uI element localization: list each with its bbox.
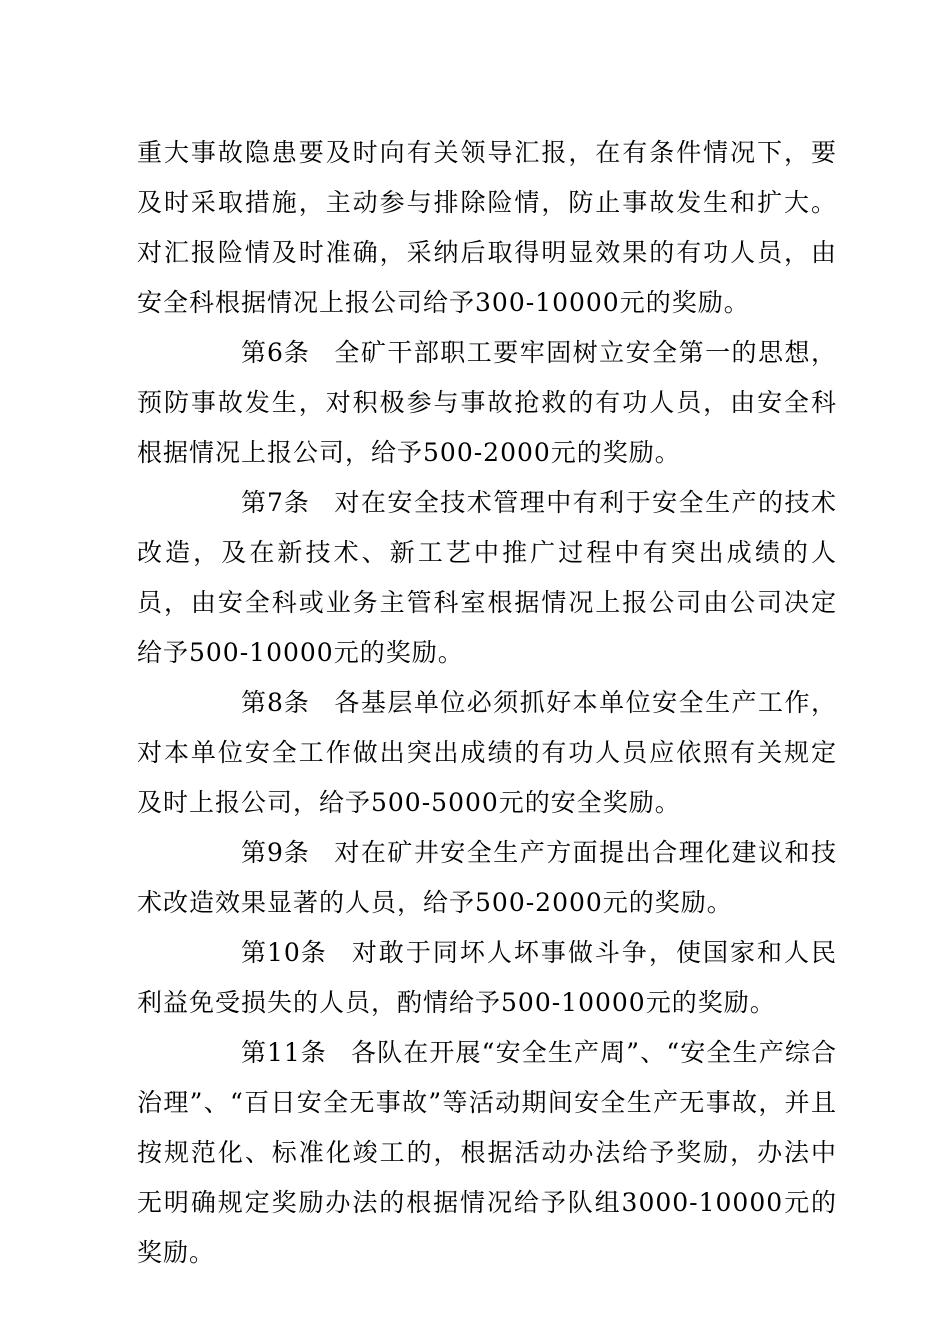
paragraph-article-7 — [137, 478, 837, 678]
article-number: 第10条 — [241, 938, 327, 967]
paragraph-text: 全矿干部职工要牢固树立安全第一的思想，预防事故发生，对积极参与事故抢救的有功人员，由安全科根据情况上报公司，给予500-2000元的奖励。 — [137, 338, 837, 467]
paragraph-continuation — [137, 128, 837, 328]
article-number: 第6条 — [241, 338, 310, 367]
article-number: 第8条 — [241, 688, 310, 717]
paragraph-text: 各队在开展“安全生产周”、“安全生产综合治理”、“百日安全无事故”等活动期间安全生产无事故，并且按规范化、标准化竣工的，根据活动办法给予奖励，办法中无明确规定奖励办法的根据情况给予队组3000-10000元的奖励。 — [137, 1038, 837, 1267]
paragraph-text: 对在矿井安全生产方面提出合理化建议和技术改造效果显著的人员，给予500-2000元的奖励。 — [137, 838, 837, 917]
paragraph-text: 对敢于同坏人坏事做斗争，使国家和人民利益免受损失的人员，酌情给予500-10000元的奖励。 — [137, 938, 837, 1017]
paragraph-article-9 — [137, 828, 837, 928]
paragraph-text: 各基层单位必须抓好本单位安全生产工作，对本单位安全工作做出突出成绩的有功人员应依照有关规定及时上报公司，给予500-5000元的安全奖励。 — [137, 688, 837, 817]
document-body — [137, 128, 837, 1278]
paragraph-article-11 — [137, 1028, 837, 1278]
article-number: 第7条 — [241, 488, 310, 517]
paragraph-text: 重大事故隐患要及时向有关领导汇报，在有条件情况下，要及时采取措施，主动参与排除险情，防止事故发生和扩大。对汇报险情及时准确，采纳后取得明显效果的有功人员，由安全科根据情况上报公司给予300-10000元的奖励。 — [137, 138, 837, 317]
paragraph-article-10 — [137, 928, 837, 1028]
article-number: 第9条 — [241, 838, 310, 867]
paragraph-text: 对在安全技术管理中有利于安全生产的技术改造，及在新技术、新工艺中推广过程中有突出成绩的人员，由安全科或业务主管科室根据情况上报公司由公司决定给予500-10000元的奖励。 — [137, 488, 837, 667]
paragraph-article-8 — [137, 678, 837, 828]
paragraph-article-6 — [137, 328, 837, 478]
article-number: 第11条 — [241, 1038, 327, 1067]
